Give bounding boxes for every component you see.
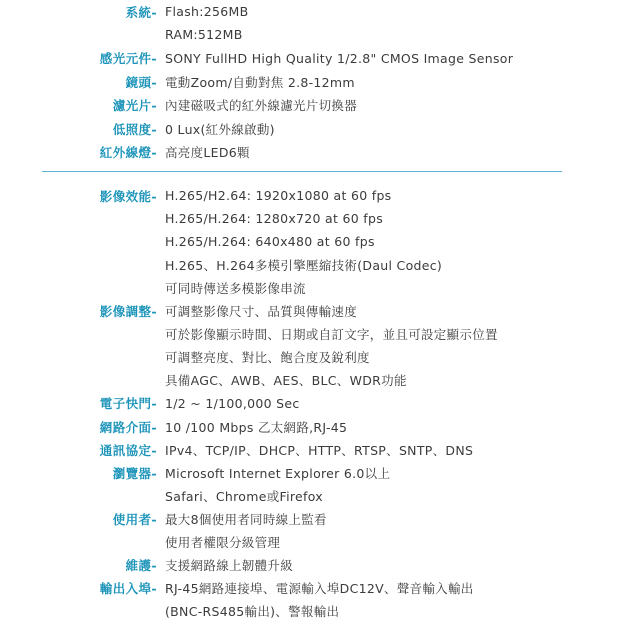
spec-value: 具備AGC、AWB、AES、BLC、WDR功能 — [165, 373, 407, 389]
spec-row — [0, 346, 620, 369]
spec-value: 支援網路線上韌體升級 — [165, 558, 294, 574]
spec-value: 0 Lux(紅外線啟動) — [165, 121, 275, 137]
spec-label: 影像調整- — [99, 304, 157, 319]
spec-value: H.265/H2.64: 1920x1080 at 60 fps — [165, 188, 392, 203]
spec-row — [0, 230, 620, 253]
spec-row — [0, 70, 620, 93]
spec-row — [0, 276, 620, 299]
spec-row — [0, 253, 620, 276]
spec-row — [0, 531, 620, 554]
spec-row — [0, 461, 620, 484]
spec-value: 可於影像顯示時間、日期或自訂文字，並且可設定顯示位置 — [165, 327, 498, 343]
spec-row — [0, 47, 620, 70]
spec-value: H.265/H.264: 640x480 at 60 fps — [165, 234, 375, 250]
spec-row — [0, 600, 620, 623]
spec-row — [0, 300, 620, 323]
spec-row — [0, 392, 620, 415]
spec-value: IPv4、TCP/IP、DHCP、HTTP、RTSP、SNTP、DNS — [165, 442, 474, 458]
spec-value: RAM:512MB — [165, 27, 243, 43]
spec-row — [0, 484, 620, 507]
spec-value: H.265/H.264: 1280x720 at 60 fps — [165, 211, 384, 227]
spec-row — [0, 507, 620, 530]
spec-value: 可同時傳送多模影像串流 — [165, 280, 306, 296]
spec-label: 網路介面- — [99, 419, 157, 435]
spec-value: Flash:256MB — [165, 4, 249, 19]
spec-label: 鏡頭- — [125, 74, 157, 90]
spec-value: 內建磁吸式的紅外線濾光片切換器 — [165, 98, 358, 114]
spec-label: 輸出入埠- — [99, 581, 157, 597]
spec-label: 感光元件- — [99, 51, 157, 67]
spec-label: 維護- — [125, 558, 157, 574]
spec-row — [0, 554, 620, 577]
spec-row — [0, 415, 620, 438]
spec-value: (BNC-RS485輸出)、警報輸出 — [165, 604, 340, 620]
spec-label: 低照度- — [112, 121, 157, 137]
spec-row — [0, 140, 620, 163]
spec-value: Safari、Chrome或Firefox — [165, 488, 323, 504]
spec-row — [0, 577, 620, 600]
spec-value: 電動Zoom/自動對焦 2.8-12mm — [165, 74, 355, 90]
spec-row — [0, 369, 620, 392]
spec-row — [0, 0, 620, 23]
section-divider — [42, 171, 562, 172]
spec-label: 系統- — [125, 4, 157, 20]
spec-row — [0, 117, 620, 140]
spec-row — [0, 207, 620, 230]
spec-label: 電子快門- — [99, 396, 157, 412]
spec-row — [0, 438, 620, 461]
spec-value: 1/2 ~ 1/100,000 Sec — [165, 395, 300, 411]
spec-label: 紅外線燈- — [99, 144, 157, 160]
spec-row — [0, 94, 620, 117]
spec-label: 濾光片- — [112, 98, 157, 114]
spec-value: Microsoft Internet Explorer 6.0以上 — [165, 465, 391, 481]
spec-value: 可調整亮度、對比、飽合度及銳利度 — [165, 350, 370, 366]
spec-value: 10 /100 Mbps 乙太網路,RJ-45 — [165, 419, 348, 435]
spec-value: SONY FullHD High Quality 1/2.8" CMOS Image Sensor — [165, 50, 514, 66]
spec-label: 瀏覽器- — [112, 465, 157, 481]
spec-label: 使用者- — [112, 511, 157, 527]
spec-label: 通訊協定- — [99, 442, 157, 458]
spec-value: RJ-45網路連接埠、電源輸入埠DC12V、聲音輸入輸出 — [165, 581, 474, 597]
spec-row — [0, 23, 620, 46]
spec-value: H.265、H.264多模引擎壓縮技術(Daul Codec) — [165, 257, 443, 273]
spec-value: 高亮度LED6顆 — [165, 144, 250, 160]
spec-label: 影像效能- — [99, 188, 157, 204]
spec-row — [0, 184, 620, 207]
spec-value: 最大8個使用者同時線上監看 — [165, 511, 327, 527]
spec-value: 使用者權限分級管理 — [165, 535, 281, 550]
spec-row — [0, 323, 620, 346]
spec-value: 可調整影像尺寸、品質與傳輸速度 — [165, 304, 358, 319]
